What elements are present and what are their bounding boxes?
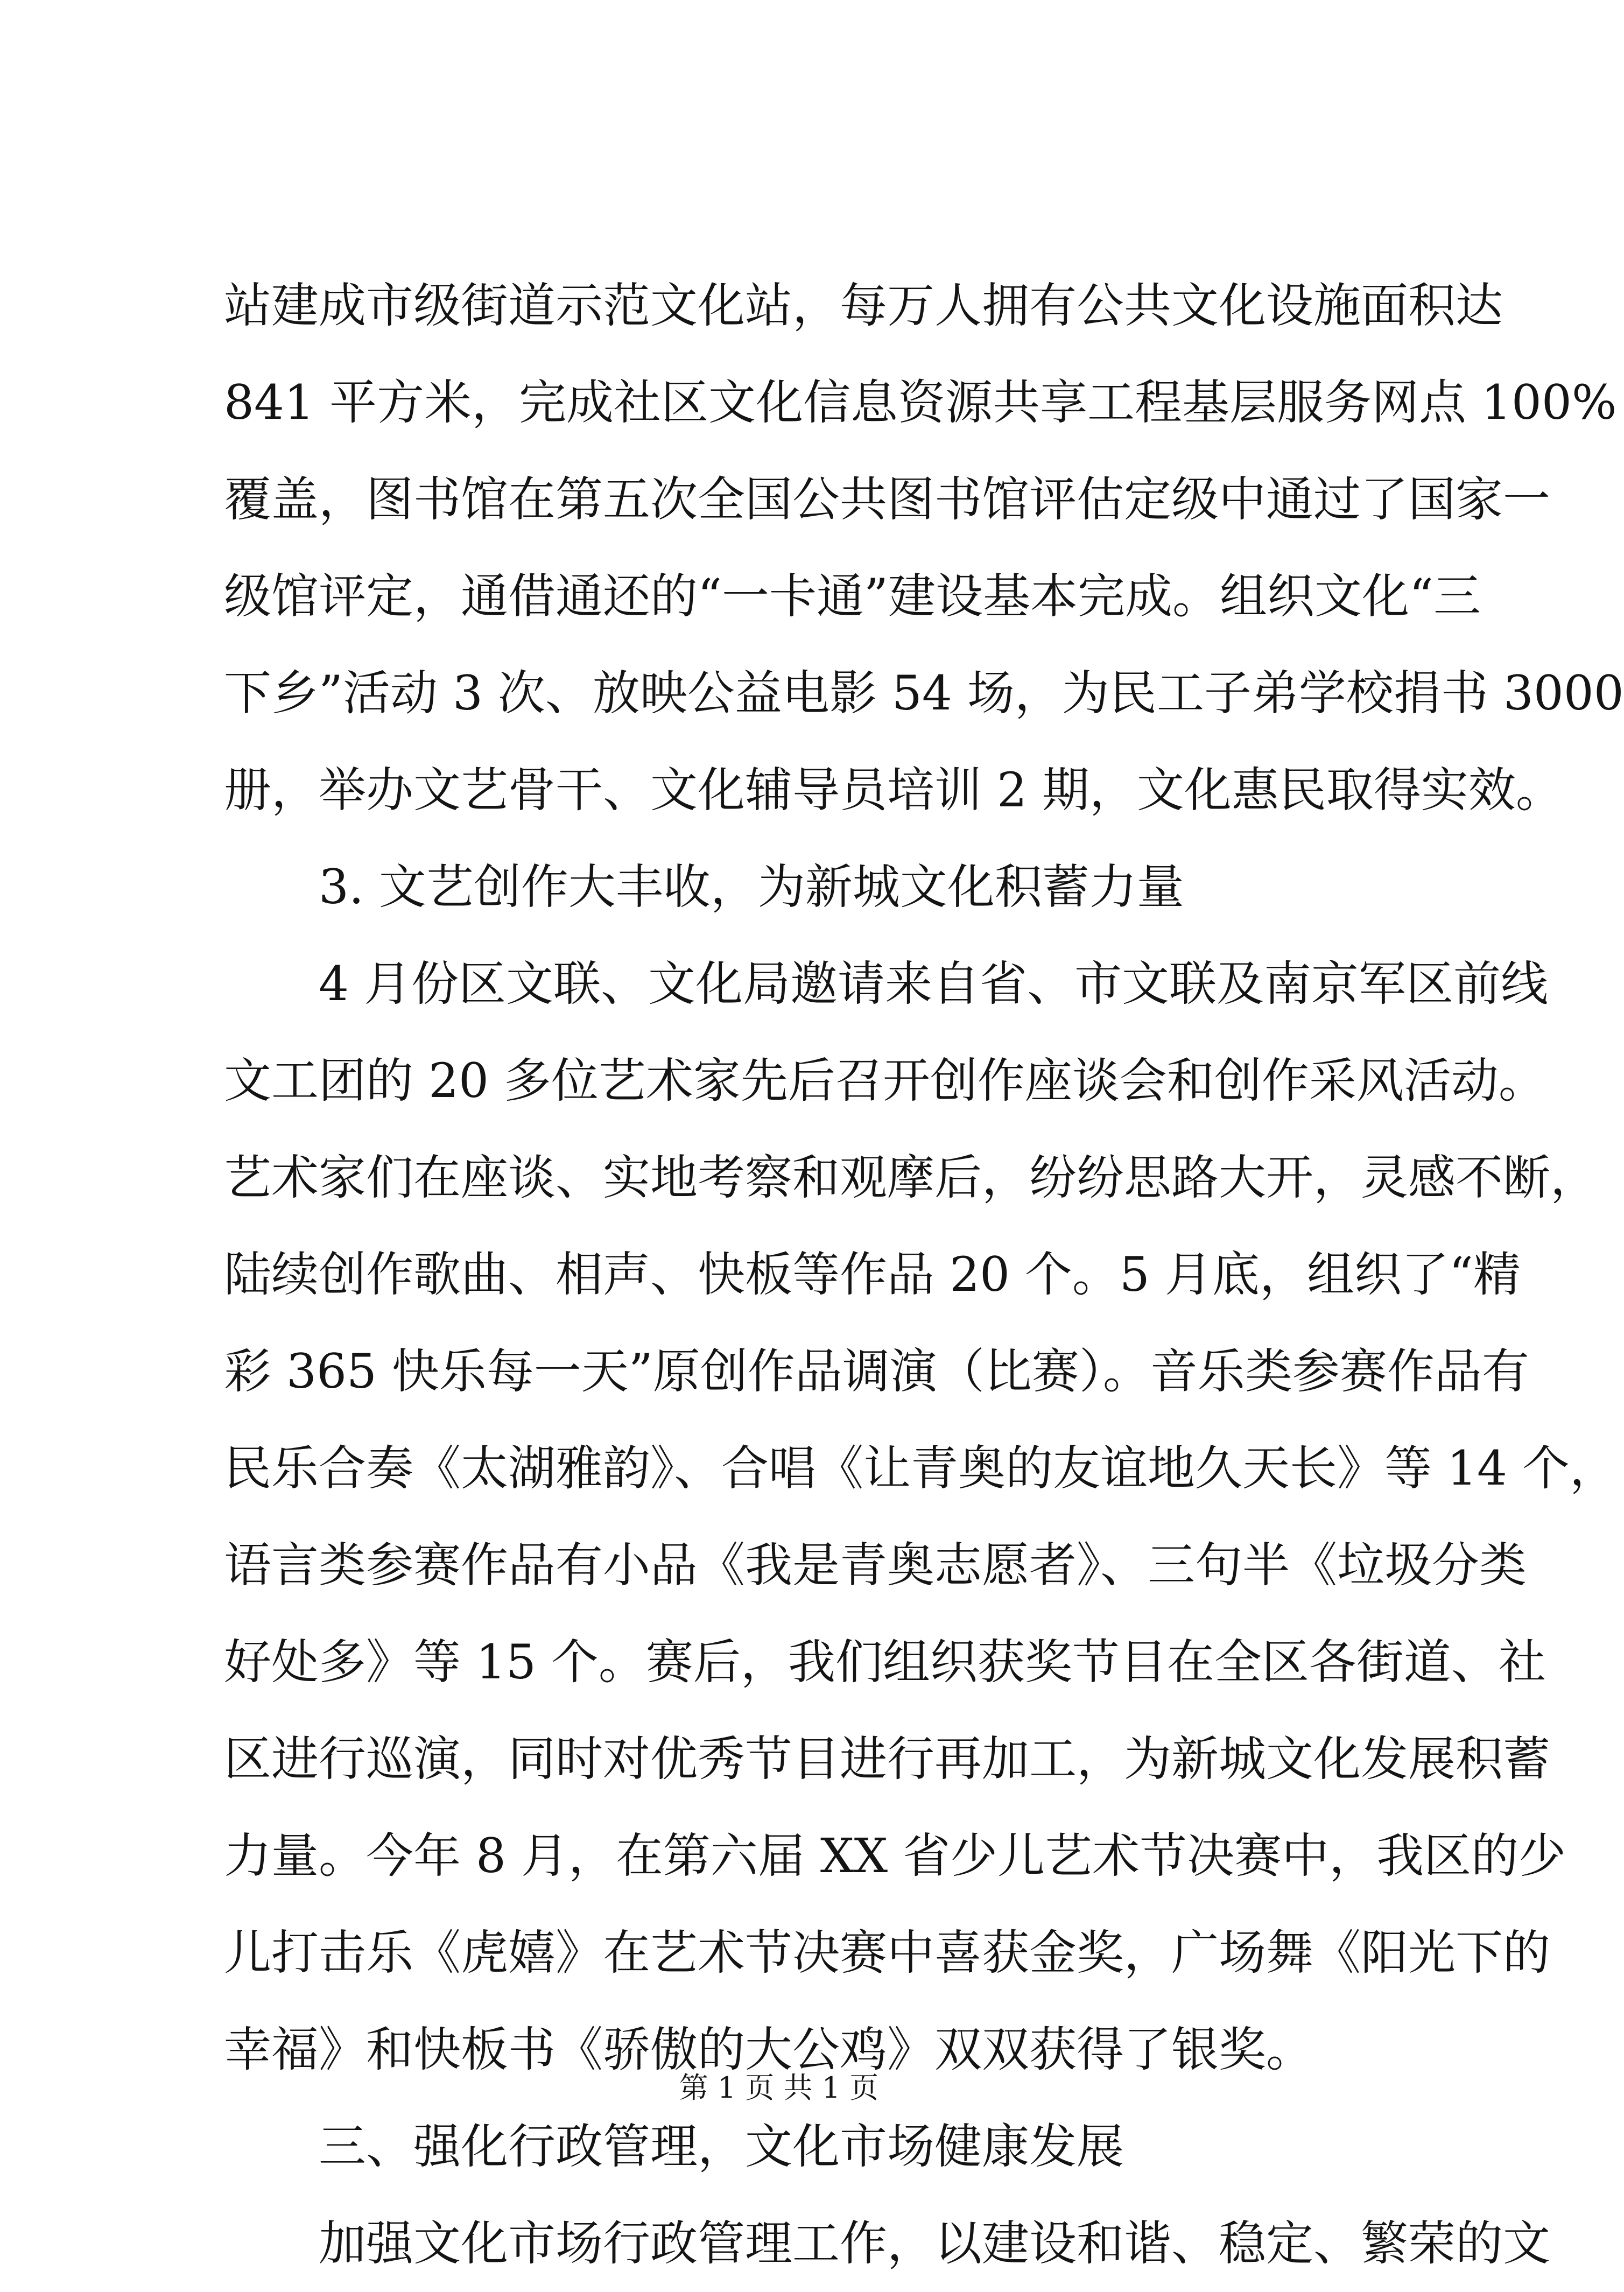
body-line: 彩 365 快乐每一天”原创作品调演（比赛）。音乐类参赛作品有	[224, 1344, 1529, 1399]
body-line: 好处多》等 15 个。赛后，我们组织获奖节目在全区各街道、社	[224, 1634, 1546, 1690]
body-line: 艺术家们在座谈、实地考察和观摩后，纷纷思路大开，灵感不断，	[224, 1150, 1598, 1205]
paragraph-first-line: 加强文化市场行政管理工作，以建设和谐、稳定、繁荣的文	[319, 2216, 1551, 2271]
body-line: 级馆评定，通借通还的“一卡通”建设基本完成。组织文化“三	[224, 568, 1481, 624]
body-line: 册，举办文艺骨干、文化辅导员培训 2 期，文化惠民取得实效。	[224, 762, 1563, 818]
body-line: 下乡”活动 3 次、放映公益电影 54 场，为民工子弟学校捐书 3000	[224, 665, 1624, 721]
body-line: 力量。今年 8 月，在第六届 XX 省少儿艺术节决赛中，我区的少	[224, 1828, 1566, 1883]
body-line: 陆续创作歌曲、相声、快板等作品 20 个。5 月底，组织了“精	[224, 1247, 1521, 1302]
section-heading: 三、强化行政管理，文化市场健康发展	[319, 2119, 1124, 2174]
body-line: 民乐合奏《太湖雅韵》、合唱《让青奥的友谊地久天长》等 14 个，	[224, 1440, 1617, 1496]
body-line: 幸福》和快板书《骄傲的大公鸡》双双获得了银奖。	[224, 2022, 1314, 2077]
body-line: 覆盖，图书馆在第五次全国公共图书馆评估定级中通过了国家一	[224, 472, 1551, 527]
body-line: 841 平方米，完成社区文化信息资源共享工程基层服务网点 100%	[224, 375, 1617, 430]
body-line: 语言类参赛作品有小品《我是青奥志愿者》、三句半《垃圾分类	[224, 1537, 1527, 1593]
body-line: 站建成市级街道示范文化站，每万人拥有公共文化设施面积达	[224, 278, 1503, 333]
page-footer: 第 1 页 共 1 页	[679, 2071, 879, 2105]
paragraph-first-line: 4 月份区文联、文化局邀请来自省、市文联及南京军区前线	[319, 956, 1548, 1011]
body-line: 文工团的 20 多位艺术家先后召开创作座谈会和创作采风活动。	[224, 1053, 1546, 1108]
body-line: 儿打击乐《虎嬉》在艺术节决赛中喜获金奖，广场舞《阳光下的	[224, 1925, 1551, 1980]
section-heading: 3. 文艺创作大丰收，为新城文化积蓄力量	[319, 859, 1184, 915]
body-line: 区进行巡演，同时对优秀节目进行再加工，为新城文化发展积蓄	[224, 1731, 1551, 1787]
